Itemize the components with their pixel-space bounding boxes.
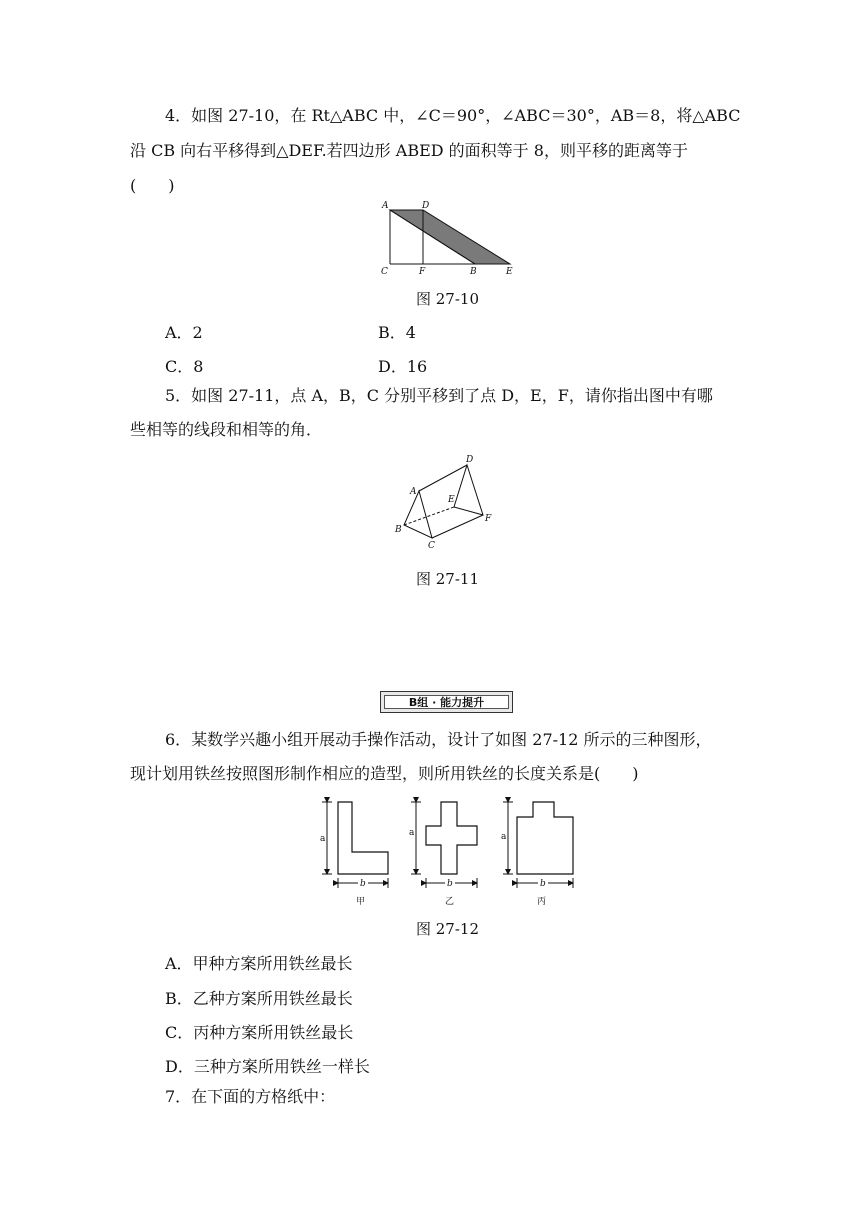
q4-text-line1: 4．如图 27-10，在 Rt△ABC 中，∠C＝90°，∠ABC＝30°，AB＝8，将△ABC — [165, 106, 741, 125]
q4-option-c: C．8 — [165, 357, 204, 376]
q4-answer-blank: ( ) — [130, 176, 175, 195]
fig10-label-c: C — [381, 267, 388, 277]
jia-dim-b: b — [360, 879, 366, 889]
fig10-label-f: F — [419, 267, 426, 277]
fig11-label-e: E — [448, 495, 455, 505]
q6-option-b: B．乙种方案所用铁丝最长 — [165, 989, 353, 1008]
yi-dim-a: a — [409, 828, 415, 838]
bing-name: 丙 — [537, 897, 547, 907]
fig10-label-e: E — [506, 267, 513, 277]
figure-27-11 — [392, 452, 502, 552]
jia-dim-a: a — [320, 834, 326, 844]
q4-option-d: D．16 — [378, 357, 428, 376]
q6-option-a: A．甲种方案所用铁丝最长 — [165, 954, 353, 973]
q6-option-d: D．三种方案所用铁丝一样长 — [165, 1057, 370, 1076]
q4-text-line2: 沿 CB 向右平移得到△DEF.若四边形 ABED 的面积等于 8，则平移的距离等于 — [130, 141, 688, 160]
yi-name: 乙 — [445, 897, 455, 907]
q4-option-b: B．4 — [378, 323, 416, 342]
bing-dim-a: a — [501, 832, 507, 842]
fig11-label-c: C — [428, 541, 435, 551]
figure-27-10 — [378, 200, 518, 280]
q5-text-line1: 5．如图 27-11，点 A，B，C 分别平移到了点 D，E，F，请你指出图中有哪 — [165, 386, 713, 405]
q5-text-line2: 些相等的线段和相等的角． — [130, 420, 323, 439]
figure-27-11-caption: 图 27-11 — [416, 570, 480, 588]
figure-27-12 — [318, 792, 588, 912]
figure-27-12-caption: 图 27-12 — [416, 920, 480, 938]
fig11-label-f: F — [485, 514, 492, 524]
shape-yi — [409, 802, 477, 907]
fig11-label-d: D — [466, 455, 474, 465]
yi-dim-b: b — [447, 879, 453, 889]
shape-jia — [320, 802, 388, 907]
q6-text-line2: 现计划用铁丝按照图形制作相应的造型，则所用铁丝的长度关系是( ) — [130, 764, 639, 783]
bing-dim-b: b — [540, 879, 546, 889]
fig10-label-b: B — [470, 267, 477, 277]
jia-name: 甲 — [356, 897, 366, 907]
q6-option-c: C．丙种方案所用铁丝最长 — [165, 1023, 354, 1042]
q7-text-line1: 7．在下面的方格纸中： — [165, 1087, 336, 1106]
figure-27-10-caption: 图 27-10 — [416, 290, 480, 308]
q4-option-a: A．2 — [165, 323, 203, 342]
section-badge-label: B组 · 能力提升 — [384, 695, 509, 709]
fig11-label-b: B — [395, 525, 402, 535]
section-badge — [380, 691, 513, 713]
fig10-label-d: D — [422, 201, 430, 211]
fig10-label-a: A — [382, 201, 389, 211]
shape-bing — [501, 802, 573, 907]
fig11-label-a: A — [410, 487, 417, 497]
q6-text-line1: 6．某数学兴趣小组开展动手操作活动，设计了如图 27-12 所示的三种图形， — [165, 730, 712, 749]
